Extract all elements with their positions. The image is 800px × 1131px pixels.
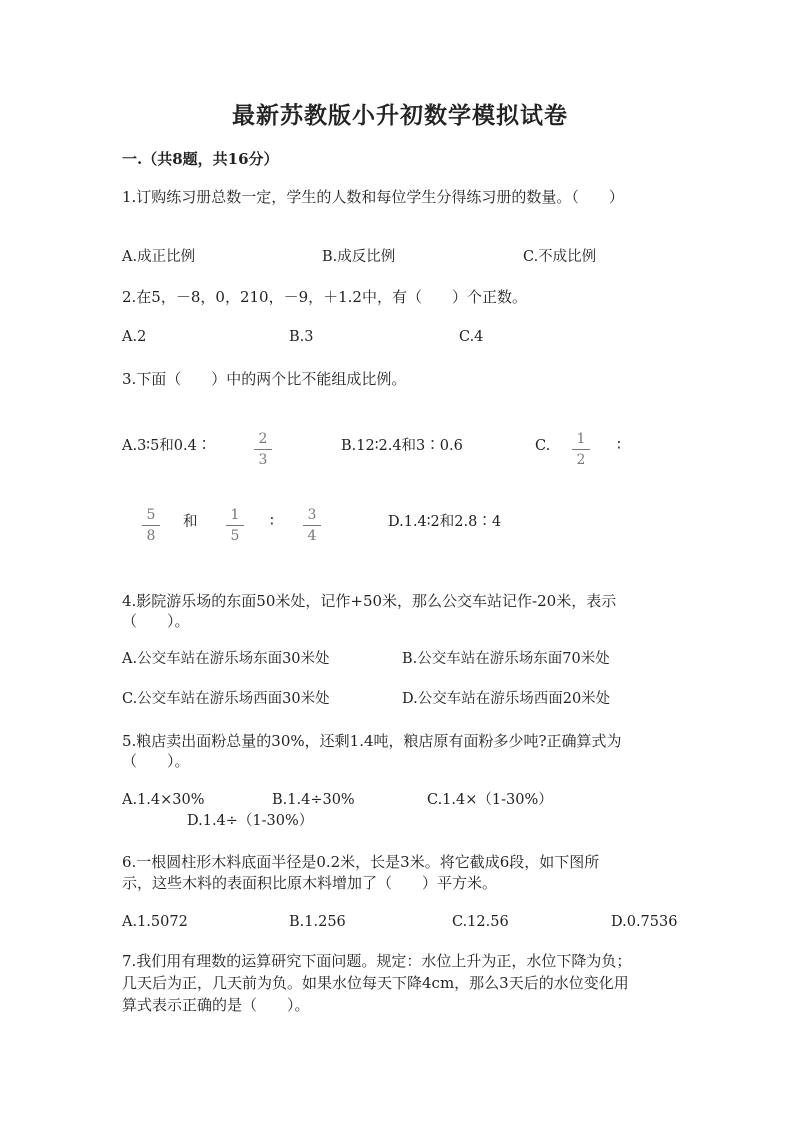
question-1-option-b[interactable]: B.成反比例 [322, 249, 396, 265]
question-2-stem: 2.在5，－8，0，210，－9，＋1.2中，有（ ）个正数。 [122, 288, 527, 306]
section-heading: 一.（共8题，共16分） [122, 150, 279, 168]
question-7-stem-line-1: 7.我们用有理数的运算研究下面问题。规定：水位上升为正，水位下降为负； [122, 952, 632, 970]
question-2-option-c[interactable]: C.4 [459, 329, 484, 345]
question-3-option-a[interactable]: A.3∶5和0.4∶ [122, 438, 212, 454]
fraction-numerator: 5 [146, 507, 156, 523]
question-4-option-c[interactable]: C.公交车站在游乐场西面30米处 [122, 691, 330, 707]
fraction-bar [226, 525, 244, 526]
fraction-three-quarters [301, 506, 323, 545]
question-5-option-c[interactable]: C.1.4×（1-30%） [427, 792, 553, 808]
fraction-denominator: 2 [576, 452, 586, 468]
question-1-option-a[interactable]: A.成正比例 [122, 249, 196, 265]
question-2-option-a[interactable]: A.2 [122, 329, 147, 345]
fraction-denominator: 8 [146, 528, 156, 544]
question-4-option-d[interactable]: D.公交车站在游乐场西面20米处 [402, 691, 611, 707]
fraction-numerator: 3 [307, 507, 317, 523]
question-3-option-c[interactable]: C. [535, 438, 551, 454]
question-5-option-a[interactable]: A.1.4×30% [122, 792, 205, 808]
fraction-bar [142, 525, 160, 526]
page-title: 最新苏教版小升初数学模拟试卷 [232, 102, 568, 129]
fraction-numerator: 1 [576, 431, 586, 447]
question-5-option-d[interactable]: D.1.4÷（1-30%） [187, 813, 314, 829]
question-4-option-b[interactable]: B.公交车站在游乐场东面70米处 [402, 651, 610, 667]
question-5-option-b[interactable]: B.1.4÷30% [272, 792, 355, 808]
fraction-numerator: 1 [230, 507, 240, 523]
question-4-stem-line-2: （ ）。 [122, 612, 190, 630]
question-4-stem-line-1: 4.影院游乐场的东面50米处，记作+50米，那么公交车站记作-20米，表示 [122, 592, 617, 610]
fraction-one-fifth [224, 506, 246, 545]
fraction-two-thirds [252, 430, 274, 469]
ratio-colon: ∶ [270, 514, 274, 530]
question-3-option-b[interactable]: B.12∶2.4和3∶0.6 [341, 438, 463, 454]
fraction-bar [303, 525, 321, 526]
fraction-one-half [570, 430, 592, 469]
fraction-bar [254, 449, 272, 450]
question-6-option-b[interactable]: B.1.256 [289, 914, 346, 930]
question-3-option-d[interactable]: D.1.4∶2和2.8∶4 [388, 514, 502, 530]
question-1-option-c[interactable]: C.不成比例 [523, 249, 597, 265]
question-2-option-b[interactable]: B.3 [289, 329, 314, 345]
question-7-stem-line-3: 算式表示正确的是（ ）。 [122, 996, 310, 1014]
question-6-option-d[interactable]: D.0.7536 [611, 914, 678, 930]
fraction-five-eighths [140, 506, 162, 545]
question-7-stem-line-2: 几天后为正，几天前为负。如果水位每天下降4cm，那么3天后的水位变化用 [122, 974, 629, 992]
ratio-colon: ∶ [617, 438, 621, 454]
fraction-denominator: 4 [307, 528, 317, 544]
question-6-option-c[interactable]: C.12.56 [452, 914, 509, 930]
question-6-stem-line-1: 6.一根圆柱形木料底面半径是0.2米，长是3米。将它截成6段，如下图所 [122, 853, 600, 871]
question-4-option-a[interactable]: A.公交车站在游乐场东面30米处 [122, 651, 330, 667]
fraction-numerator: 2 [258, 431, 268, 447]
question-6-stem-line-2: 示，这些木料的表面积比原木料增加了（ ）平方米。 [122, 874, 498, 892]
question-5-stem-line-1: 5.粮店卖出面粉总量的30%，还剩1.4吨，粮店原有面粉多少吨?正确算式为 [122, 732, 622, 750]
fraction-bar [572, 449, 590, 450]
question-1-stem: 1.订购练习册总数一定，学生的人数和每位学生分得练习册的数量。（ ） [122, 188, 624, 206]
question-6-option-a[interactable]: A.1.5072 [122, 914, 188, 930]
fraction-denominator: 5 [230, 528, 240, 544]
and-word: 和 [183, 514, 198, 530]
question-3-stem: 3.下面（ ）中的两个比不能组成比例。 [122, 370, 407, 388]
fraction-denominator: 3 [258, 452, 268, 468]
question-5-stem-line-2: （ ）。 [122, 752, 190, 770]
